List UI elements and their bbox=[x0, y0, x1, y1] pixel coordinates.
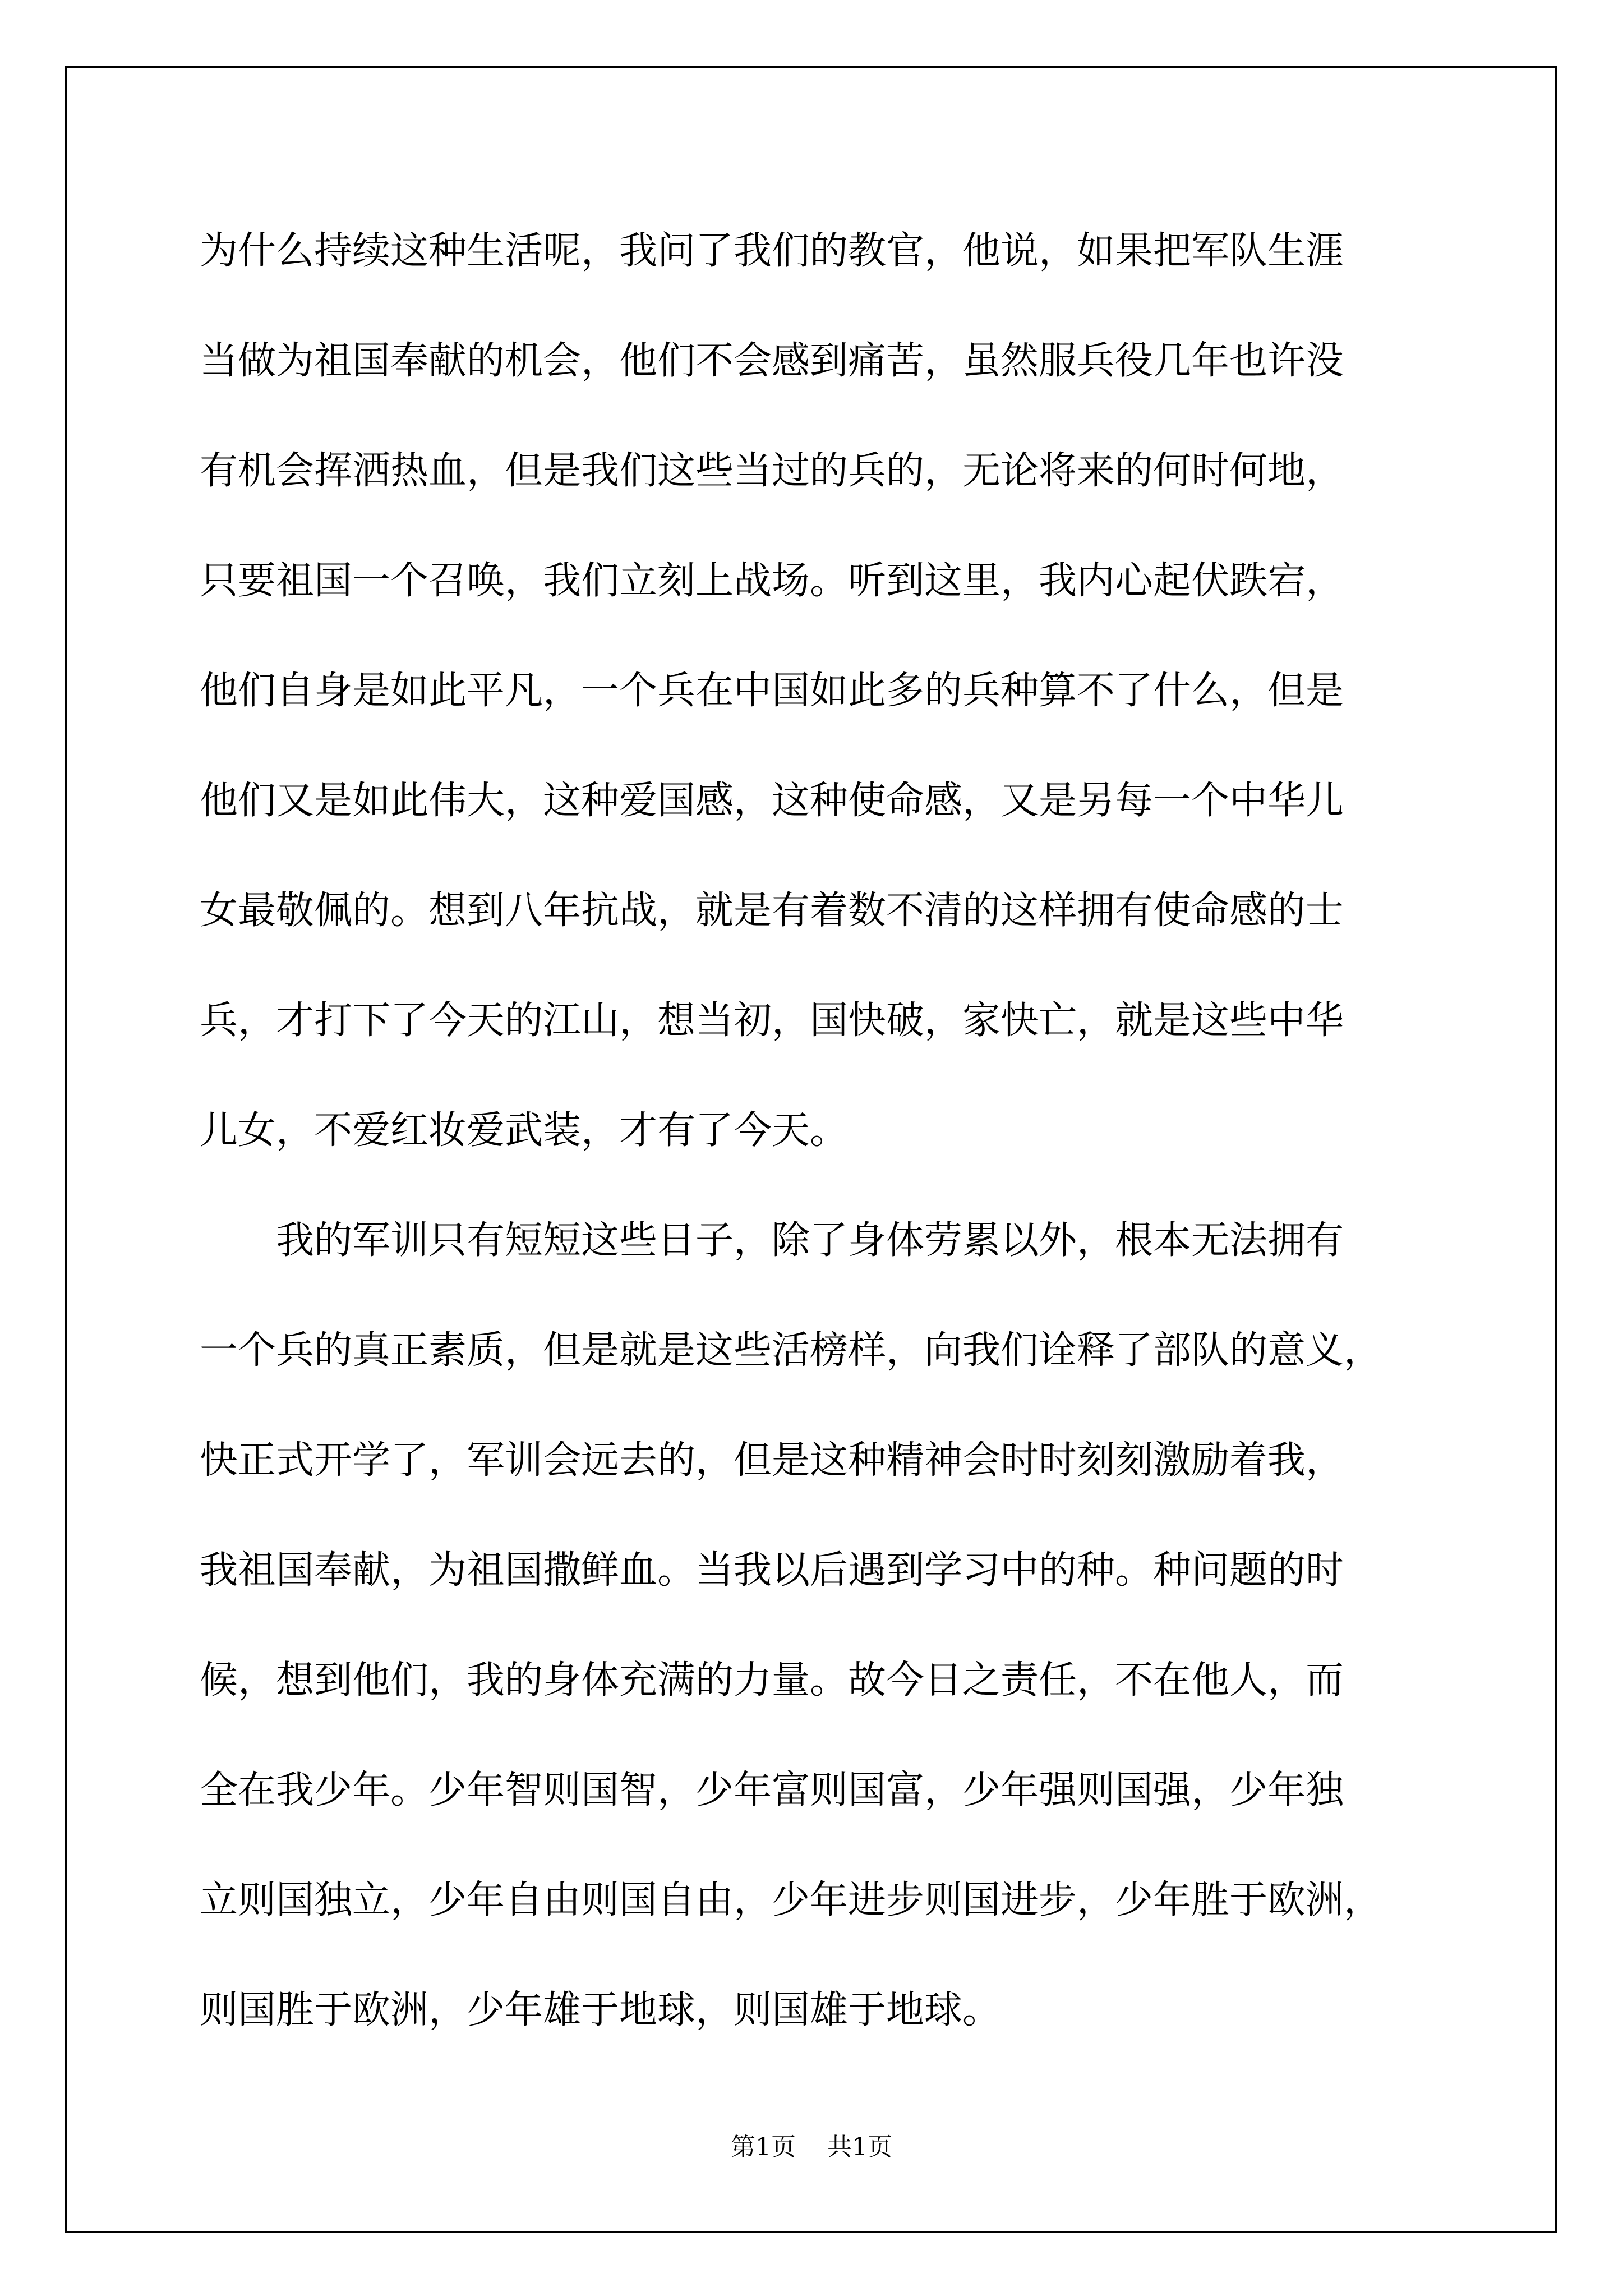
text-line: 立则国独立，少年自由则国自由，少年进步则国进步，少年胜于欧洲， bbox=[200, 1878, 1382, 1922]
text-line: 只要祖国一个召唤，我们立刻上战场。听到这里，我内心起伏跌宕， bbox=[200, 559, 1344, 603]
paragraph-2 bbox=[200, 1197, 1428, 2077]
text-line: 快正式开学了，军训会远去的，但是这种精神会时时刻刻激励着我， bbox=[200, 1438, 1344, 1483]
page-footer bbox=[0, 2131, 1623, 2164]
text-line: 一个兵的真正素质，但是就是这些活榜样，向我们诠释了部队的意义， bbox=[200, 1328, 1382, 1373]
text-line: 儿女，不爱红妆爱武装，才有了今天。 bbox=[200, 1108, 849, 1153]
text-line: 他们又是如此伟大，这种爱国感，这种使命感，又是另每一个中华儿 bbox=[200, 779, 1344, 823]
text-line: 女最敬佩的。想到八年抗战，就是有着数不清的这样拥有使命感的士 bbox=[200, 889, 1344, 933]
page-number: 第1页 bbox=[731, 2133, 796, 2161]
text-line: 当做为祖国奉献的机会，他们不会感到痛苦，虽然服兵役几年也许没 bbox=[200, 339, 1344, 383]
text-line: 全在我少年。少年智则国智，少年富则国富，少年强则国强，少年独 bbox=[200, 1768, 1344, 1812]
text-line: 为什么持续这种生活呢，我问了我们的教官，他说，如果把军队生涯 bbox=[200, 229, 1344, 273]
text-line: 兵，才打下了今天的江山，想当初，国快破，家快亡，就是这些中华 bbox=[200, 999, 1344, 1043]
page-total: 共1页 bbox=[827, 2133, 892, 2161]
text-line: 他们自身是如此平凡，一个兵在中国如此多的兵种算不了什么，但是 bbox=[200, 669, 1344, 713]
text-line: 候，想到他们，我的身体充满的力量。故今日之责任，不在他人，而 bbox=[200, 1658, 1344, 1703]
text-line: 我祖国奉献，为祖国撒鲜血。当我以后遇到学习中的种。种问题的时 bbox=[200, 1548, 1344, 1593]
text-line: 则国胜于欧洲，少年雄于地球，则国雄于地球。 bbox=[200, 1988, 1001, 2032]
text-line: 我的军训只有短短这些日子，除了身体劳累以外，根本无法拥有 bbox=[276, 1218, 1344, 1263]
text-line: 有机会挥洒热血，但是我们这些当过的兵的，无论将来的何时何地， bbox=[200, 449, 1344, 493]
document-body bbox=[200, 208, 1428, 2077]
paragraph-1 bbox=[200, 208, 1428, 1197]
